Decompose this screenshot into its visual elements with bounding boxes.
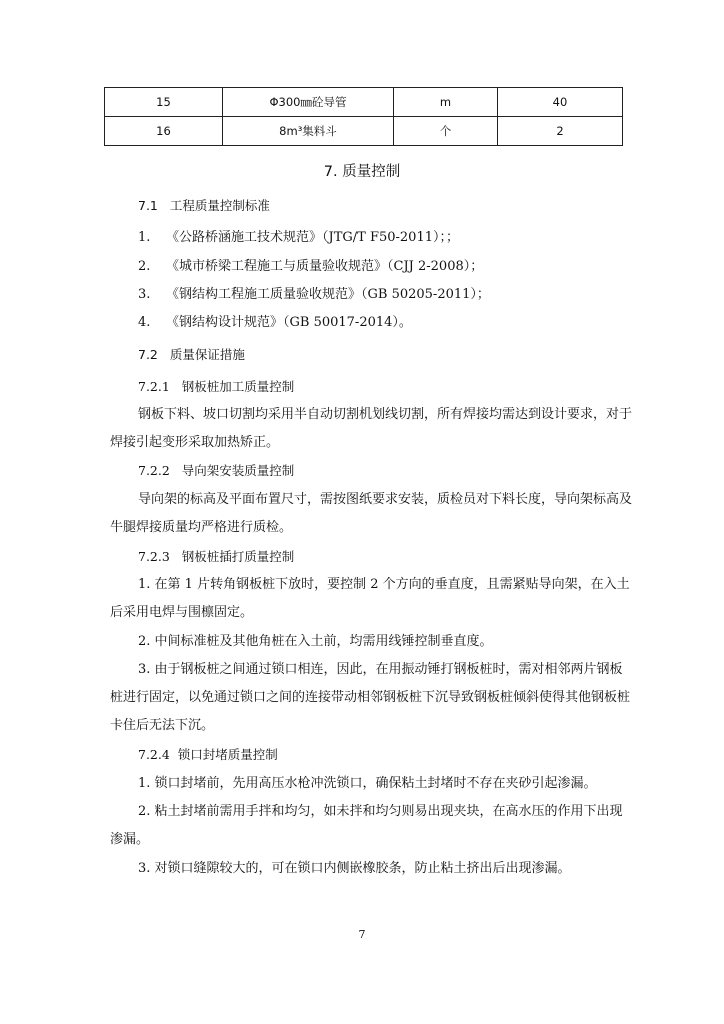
heading-title: 导向架安装质量控制 [181,463,295,478]
heading-title: 钢板桩插打质量控制 [181,549,295,564]
paragraph-line: 导向架的标高及平面布置尺寸，需按图纸要求安装，质检员对下料长度，导向架标高及 [138,492,633,507]
item-number: 2. [138,259,151,274]
paragraph-line: 钢板下料、坡口切割均采用半自动切割机划线切割，所有焊接均需达到设计要求，对于 [138,407,633,422]
table-row [105,88,623,117]
heading-number: 7.2.2 [138,463,170,478]
item-text: 《城市桥梁工程施工与质量验收规范》（CJJ 2-2008）； [166,259,484,274]
item-number: 1. [138,230,151,245]
table-cell-index: 16 [105,117,223,146]
heading-number: 7.1 [138,198,158,213]
heading-number: 7.2.1 [138,379,170,394]
paragraph-line: 2. 中间标准桩及其他角桩在入土前，均需用线锤控制垂直度。 [138,634,493,649]
standard-item [138,230,459,246]
table-cell-name: Φ300㎜砼导管 [223,88,394,117]
table-cell-unit: 个 [394,117,498,146]
heading-title: 锁口封堵质量控制 [177,747,278,762]
table-cell-qty: 40 [498,88,623,117]
standard-item [138,287,490,303]
table-cell-qty: 2 [498,117,623,146]
heading-title: 质量保证措施 [169,347,245,362]
paragraph-line: 2. 粘土封堵前需用手拌和均匀，如未拌和均匀则易出现夹块，在高水压的作用下出现 [138,804,623,819]
item-text: 《钢结构设计规范》（GB 50017-2014）。 [166,315,412,330]
section-title: 7. 质量控制 [323,164,401,180]
heading-number: 7.2.3 [138,549,170,564]
paragraph-line: 1. 锁口封堵前，先用高压水枪冲洗锁口，确保粘土封堵时不存在夹砂引起渗漏。 [138,776,597,791]
subsection-heading-7-2-2 [138,463,294,479]
paragraph-line: 牛腿焊接质量均严格进行质检。 [110,520,293,535]
standard-item [138,259,483,275]
item-number: 4. [138,315,151,330]
heading-title: 钢板桩加工质量控制 [181,379,295,394]
paragraph-line: 桩进行固定，以免通过锁口之间的连接带动相邻钢板桩下沉导致钢板桩倾斜使得其他钢板桩 [110,690,631,705]
table-cell-name: 8m³集料斗 [223,117,394,146]
paragraph-line: 后采用电焊与围檩固定。 [110,605,254,620]
table-row [105,117,623,146]
subsection-heading-7-2-4 [138,747,278,763]
paragraph-line: 3. 由于钢板桩之间通过锁口相连，因此，在用振动锤打钢板桩时，需对相邻两片钢板 [138,662,623,677]
heading-title: 工程质量控制标准 [169,198,270,213]
paragraph-line: 3. 对锁口缝隙较大的，可在锁口内侧嵌橡胶条，防止粘土挤出后出现渗漏。 [138,861,571,876]
table-cell-index: 15 [105,88,223,117]
materials-table [104,87,623,146]
paragraph-line: 1. 在第 1 片转角钢板桩下放时，要控制 2 个方向的垂直度，且需紧贴导向架，在入土 [138,577,630,592]
item-text: 《公路桥涵施工技术规范》（JTG/T F50-2011）；； [166,230,459,245]
subsection-heading-7-1 [138,198,270,214]
paragraph-line: 渗漏。 [110,832,150,847]
table-cell-unit: m [394,88,498,117]
page-number: 7 [358,928,366,941]
standard-item [138,315,412,331]
item-text: 《钢结构工程施工质量验收规范》（GB 50205-2011）； [166,287,490,302]
item-number: 3. [138,287,151,302]
subsection-heading-7-2 [138,347,245,363]
paragraph-line: 焊接引起变形采取加热矫正。 [110,435,280,450]
heading-number: 7.2.4 [138,747,170,762]
heading-number: 7.2 [138,347,158,362]
subsection-heading-7-2-1 [138,379,294,395]
subsection-heading-7-2-3 [138,549,294,565]
paragraph-line: 卡住后无法下沉。 [110,718,215,733]
